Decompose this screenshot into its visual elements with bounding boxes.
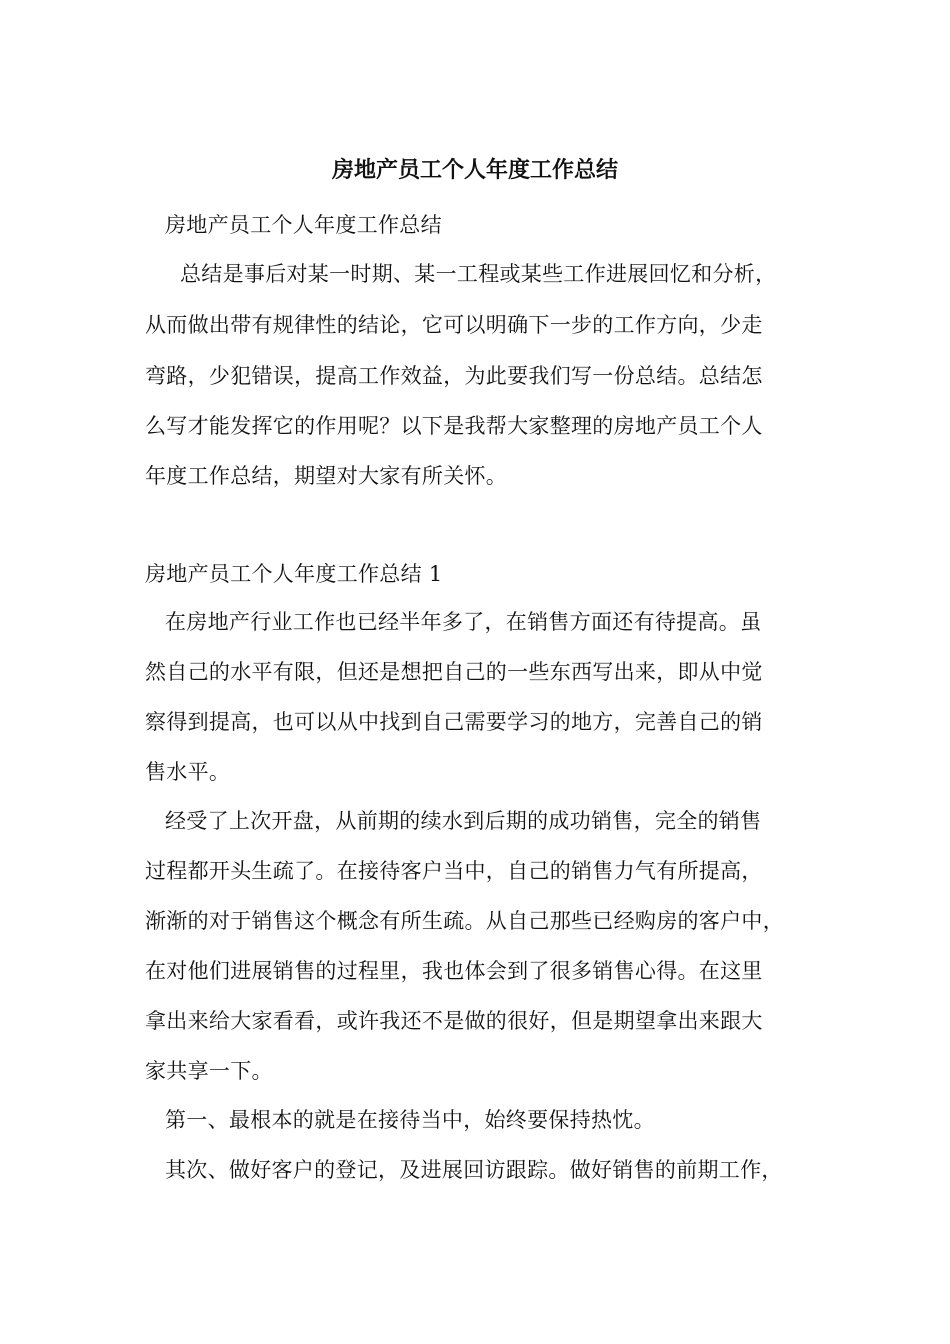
point-line: 其次、做好客户的登记，及进展回访跟踪。做好销售的前期工作， — [165, 1158, 783, 1182]
paragraph-line: 在房地产行业工作也已经半年多了，在销售方面还有待提高。虽 — [165, 610, 762, 634]
intro-line: 从而做出带有规律性的结论，它可以明确下一步的工作方向，少走 — [145, 313, 763, 337]
point-line: 第一、最根本的就是在接待当中，始终要保持热忱。 — [165, 1108, 655, 1132]
paragraph-line: 经受了上次开盘，从前期的续水到后期的成功销售，完全的销售 — [165, 809, 762, 833]
paragraph-line: 渐渐的对于销售这个概念有所生疏。从自己那些已经购房的客户中， — [145, 909, 784, 933]
paragraph-line: 察得到提高，也可以从中找到自己需要学习的地方，完善自己的销 — [145, 710, 763, 734]
paragraph-line: 在对他们进展销售的过程里，我也体会到了很多销售心得。在这里 — [145, 959, 763, 983]
paragraph-line: 售水平。 — [145, 760, 231, 784]
paragraph-line: 拿出来给大家看看，或许我还不是做的很好，但是期望拿出来跟大 — [145, 1009, 763, 1033]
paragraph-line: 过程都开头生疏了。在接待客户当中，自己的销售力气有所提高， — [145, 859, 763, 883]
document-title: 房地产员工个人年度工作总结 — [331, 157, 618, 183]
document-subtitle: 房地产员工个人年度工作总结 — [165, 213, 442, 237]
intro-line: 总结是事后对某一时期、某一工程或某些工作进展回忆和分析， — [180, 262, 777, 286]
intro-line: 么写才能发挥它的作用呢？以下是我帮大家整理的房地产员工个人 — [145, 414, 763, 438]
intro-line: 年度工作总结，期望对大家有所关怀。 — [145, 464, 508, 488]
intro-line: 弯路，少犯错误，提高工作效益，为此要我们写一份总结。总结怎 — [145, 364, 763, 388]
section-heading: 房地产员工个人年度工作总结 1 — [145, 562, 443, 586]
paragraph-line: 然自己的水平有限，但还是想把自己的一些东西写出来，即从中觉 — [145, 660, 763, 684]
paragraph-line: 家共享一下。 — [145, 1059, 273, 1083]
